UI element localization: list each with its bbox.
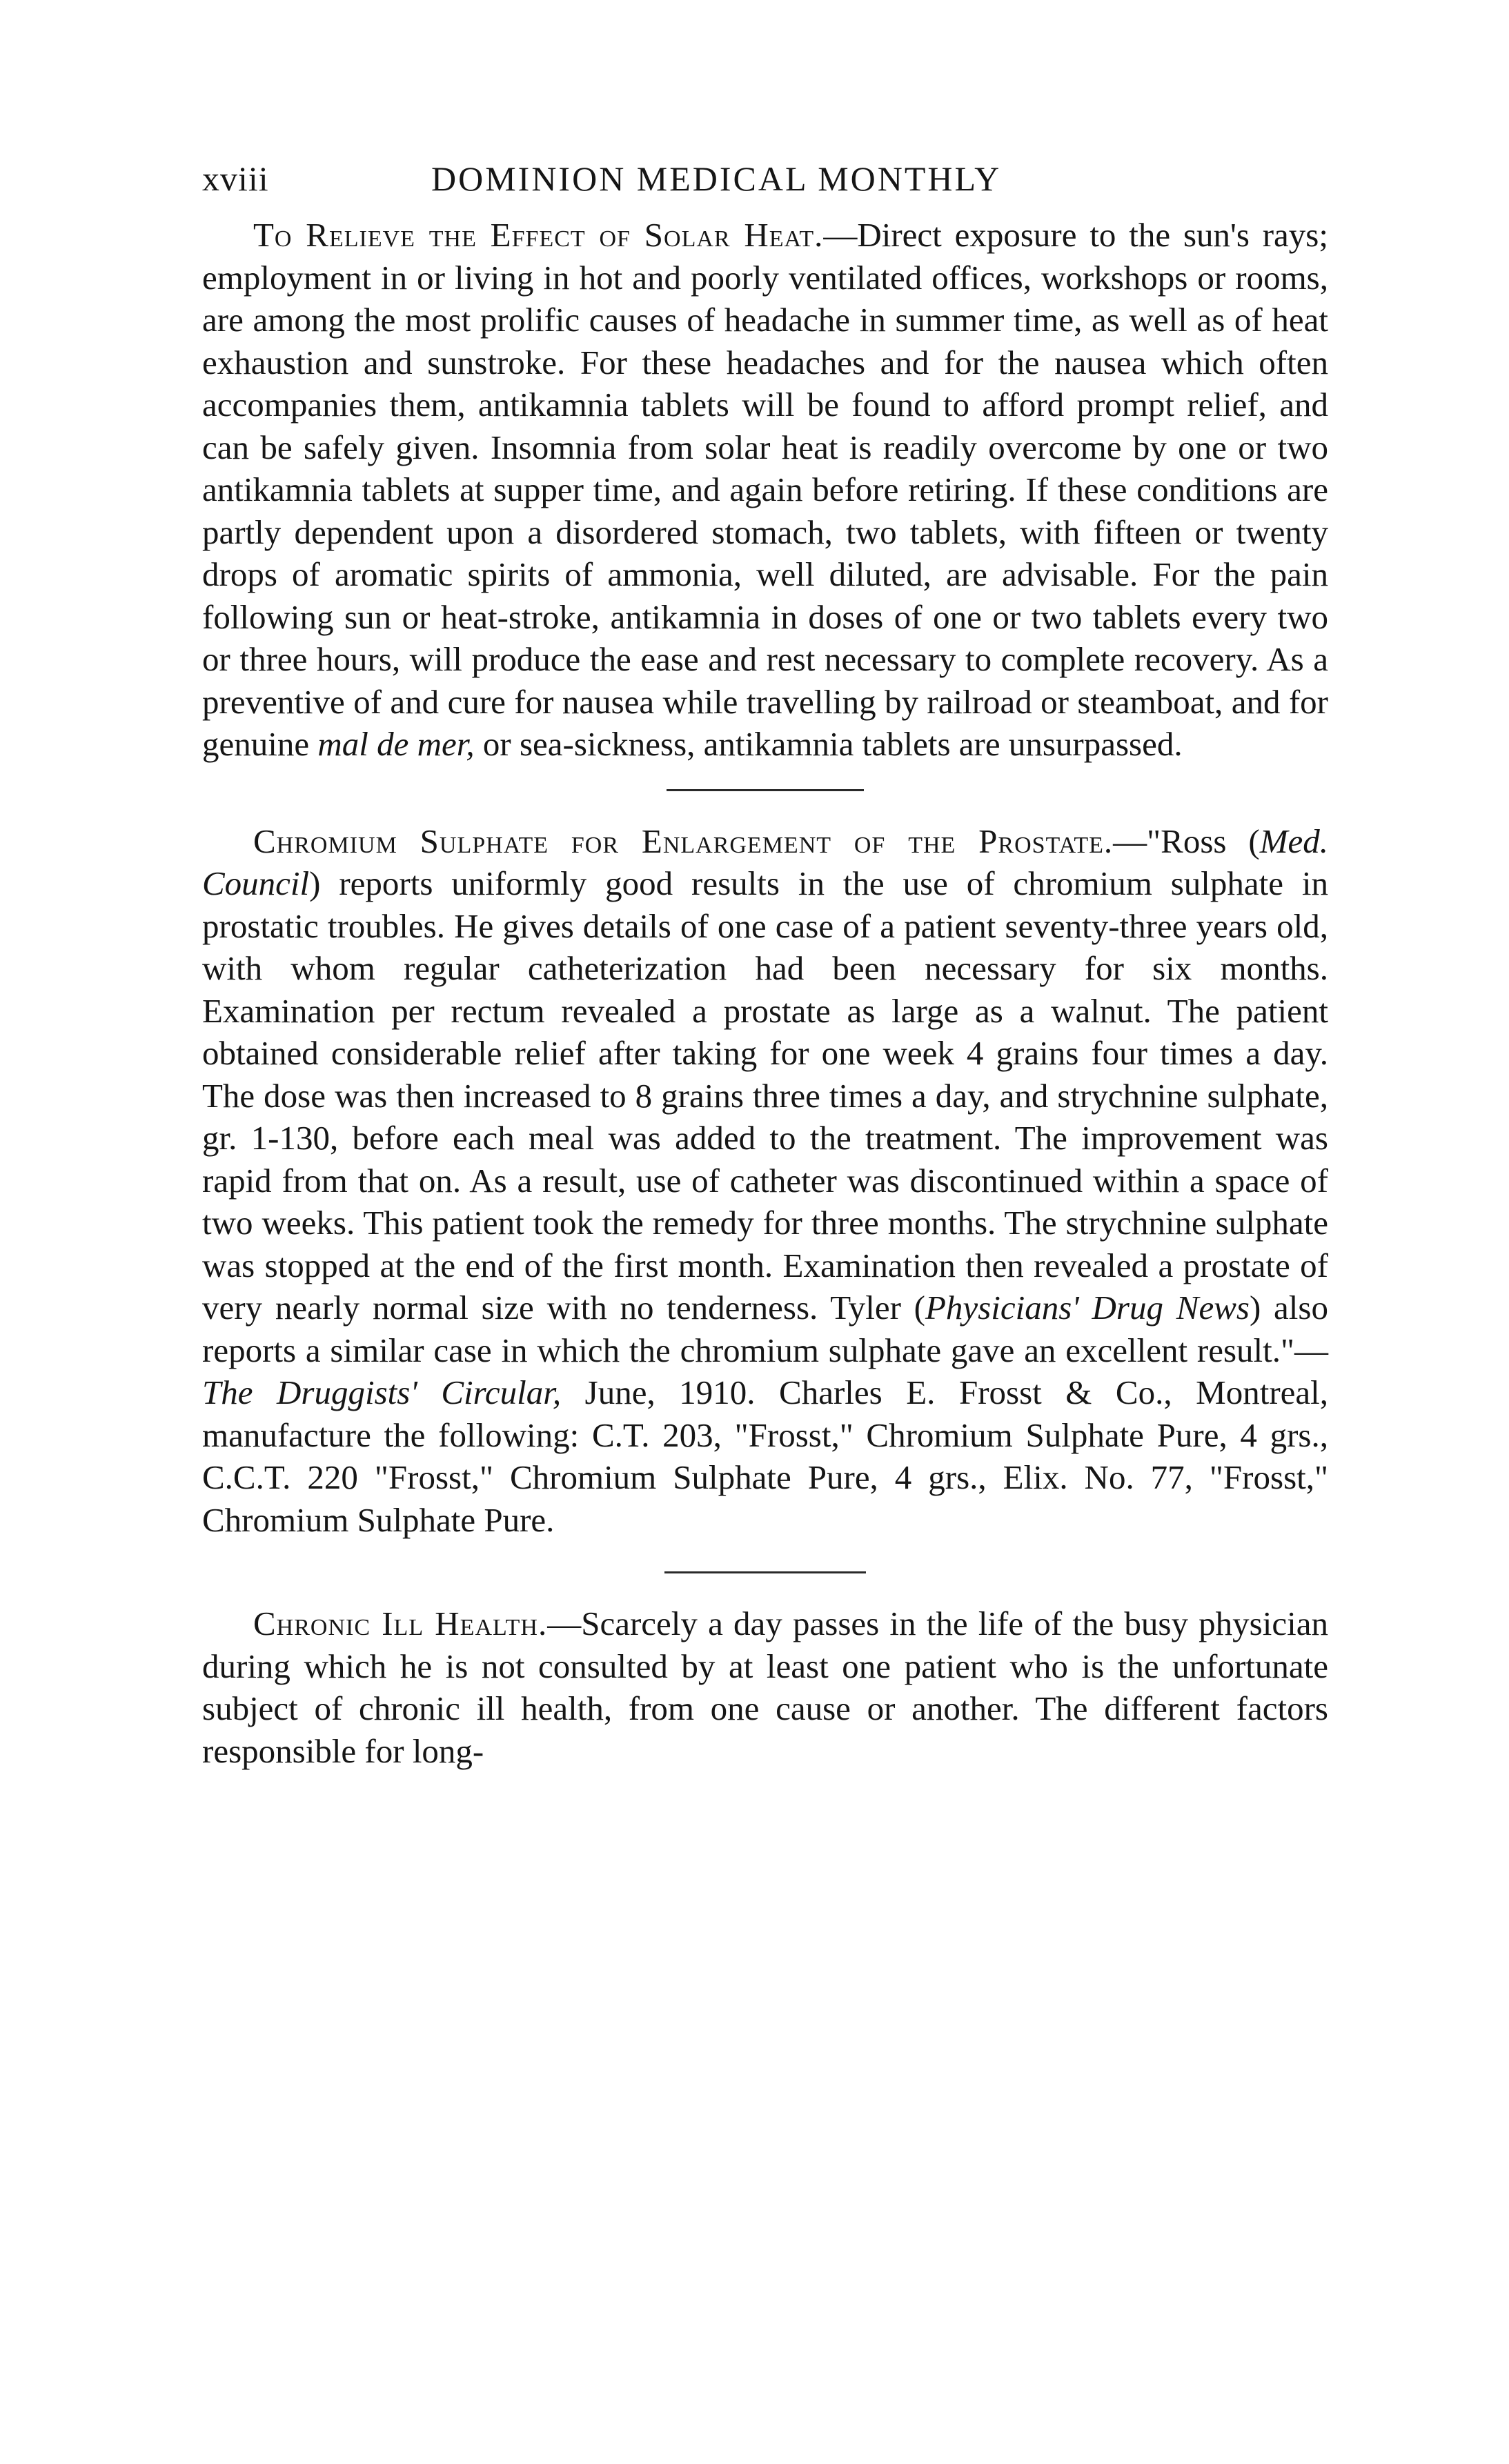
- article-heading: Chronic Ill Health.: [253, 1604, 548, 1642]
- article-heading: To Relieve the Effect of Solar Heat.: [253, 216, 824, 254]
- article-heading: Chromium Sulphate for Enlargement of the Prostate.: [253, 822, 1114, 860]
- article-body-end: or sea-sickness, antikamnia tablets are unsurpassed.: [474, 725, 1183, 763]
- article-chromium-sulphate: [202, 820, 1328, 1542]
- article-chronic-ill-health: [202, 1602, 1328, 1772]
- article-text-segment: June, 1910. Charles E. Frosst & Co., Montreal, manufacture the following: C.T. 203, "Frosst," Chromium Sulphate Pure, 4 grs., C.C.T. 220 "Frosst," Chromium Sulphate Pure, 4 grs., Elix. No. 77, "Frosst," Chromium Sulphate Pure.: [202, 1373, 1328, 1539]
- running-header: [202, 159, 1328, 214]
- article-italic-phrase: mal de mer,: [317, 725, 475, 763]
- article-text-segment: —"Ross (: [1113, 822, 1260, 860]
- citation-druggists-circular: The Druggists' Circular,: [202, 1373, 562, 1411]
- citation-med-council: Med. Council: [202, 822, 1329, 902]
- article-body: —Scarcely a day passes in the life of the busy physician during which he is not consulted by at least one patient who is the unfortunate subject of chronic ill health, from one cause or another. The different factors responsible for long-: [202, 1604, 1328, 1770]
- article-body: —Direct exposure to the sun's rays; employment in or living in hot and poorly ventilated offices, workshops or rooms, are among the most prolific causes of headache in summer time, as well as of heat exhaustion and sunstroke. For these headaches and for the nausea which often accompanies them, antikamnia tablets will be found to afford prompt relief, and can be safely given. Insomnia from solar heat is readily overcome by one or two antikamnia tablets at supper time, and again before retiring. If these conditions are partly dependent upon a disordered stomach, two tablets, with fifteen or twenty drops of aromatic spirits of ammonia, well diluted, are advisable. For the pain following sun or heat-stroke, antikamnia in doses of one or two tablets every two or three hours, will produce the ease and rest necessary to complete recovery. As a preventive of and cure for nausea while travelling by railroad or steamboat, and for genuine: [202, 216, 1328, 763]
- article-text-segment: ) also reports a similar case in which the chromium sulphate gave an excellent result."—: [202, 1289, 1328, 1369]
- page-number: xviii: [202, 159, 269, 198]
- article-text-segment: ) reports uniformly good results in the use of chromium sulphate in prostatic troubles. He gives details of one case of a patient seventy-three years old, with whom regular catheterization had been necessary for six months. Examination per rectum revealed a prostate as large as a walnut. The patient obtained considerable relief after taking for one week 4 grains four times a day. The dose was then increased to 8 grains three times a day, and strychnine sulphate, gr. 1-130, before each meal was added to the treatment. The improvement was rapid from that on. As a result, use of catheter was discontinued within a space of two weeks. This patient took the remedy for three months. The strychnine sulphate was stopped at the end of the first month. Examination then revealed a prostate of very nearly normal size with no tenderness. Tyler (: [202, 864, 1328, 1327]
- article-solar-heat: [202, 214, 1328, 766]
- citation-drug-news: Physicians' Drug News: [925, 1289, 1250, 1327]
- journal-title: DOMINION MEDICAL MONTHLY: [431, 159, 1002, 198]
- section-divider: [667, 789, 864, 791]
- section-divider: [664, 1571, 866, 1573]
- page: [202, 159, 1328, 1772]
